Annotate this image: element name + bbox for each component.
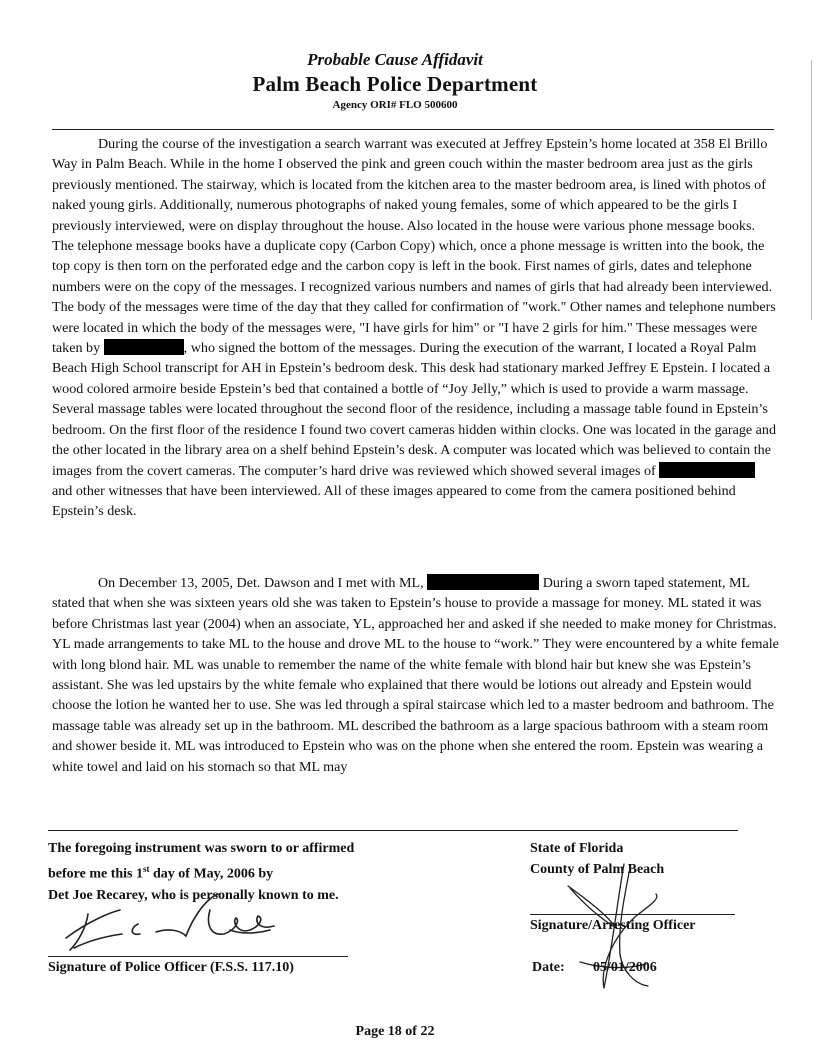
paragraph-interview-ml: [52, 573, 779, 777]
para2-text-b: During a sworn taped statement, ML stated that when she was sixteen years old she was taken to Epstein’s house to provide a massage for money. ML stated it was before Christmas last year (2004) when an associate, YL, approached her and asked if she needed to make money for Christmas. YL made arrangements to take ML to the house and drove ML to the house to “work.” They were encountered by a white female with long blond hair. ML was unable to remember the name of the white female with blond hair but knew she was Epstein’s assistant. She was led upstairs by the white female who explained that there would be lotions out already and Epstein would choose the lotion he wanted her to use. She was led through a spiral staircase which led to a master bedroom and bathroom. The massage table was already set up in the bathroom. ML described the bathroom as a large spacious bathroom with a steam room and shower beside it. ML was introduced to Epstein who was on the phone when she entered the room. Epstein was wearing a white towel and laid on his stomach so that ML may: [52, 575, 779, 775]
police-signature-label: Signature of Police Officer (F.S.S. 117.10): [48, 960, 294, 975]
para1-text-b: , who signed the bottom of the messages. During the execution of the warrant, I located a Royal Palm Beach High School transcript for AH in Epstein’s bedroom desk. This desk had stationary marked Jeffrey E Epstein. I located a wood colored armoire beside Epstein’s bed that contained a bottle of “Joy Jelly,” which is used to provide a warm massage. Several massage tables were located throughout the second floor of the residence, including a massage table found in Epstein’s bedroom. On the first floor of the residence I found two covert cameras hidden within clocks. One was located in the garage and the other located in the library area on a shelf behind Epstein’s desk. A computer was located which was believed to contain the images from the covert cameras. The computer’s hard drive was reviewed which showed several images of: [52, 340, 777, 479]
agency-ori: Agency ORI# FLO 500600: [332, 99, 458, 111]
redaction-box: [659, 462, 755, 478]
paragraph-search-warrant: [52, 134, 779, 522]
officer-signature-line: [530, 914, 735, 915]
jurat-line-3: Det Joe Recarey, who is personally known to me.: [48, 887, 339, 903]
para2-text-a: On December 13, 2005, Det. Dawson and I met with ML,: [98, 575, 428, 591]
police-signature-line: [48, 956, 348, 957]
date-value: 05/01/2006: [593, 960, 657, 975]
venue-county: County of Palm Beach: [530, 862, 665, 877]
page-number: Page 18 of 22: [355, 1024, 435, 1039]
scan-edge-line: [811, 60, 812, 320]
jurat-divider: [48, 830, 738, 831]
para1-text-c: and other witnesses that have been interviewed. All of these images appeared to come from the camera positioned behind Epstein’s desk.: [52, 482, 736, 520]
para1-text-a: During the course of the investigation a search warrant was executed at Jeffrey Epstein’s home located at 358 El Brillo Way in Palm Beach. While in the home I observed the pink and green couch within the master bedroom area just as the girls previously mentioned. The stairway, which is located from the kitchen area to the master bedroom area, is lined with photos of naked young girls. Additionally, numerous photographs of naked young females, some of which appeared to be the girls I previously interviewed, were on display throughout the house. Also located in the house were various phone message books. The telephone message books have a duplicate copy (Carbon Copy) which, once a phone message is written into the book, the top copy is then torn on the perforated edge and the carbon copy is left in the book. First names of girls, dates and telephone numbers were on the copy of the messages. I recognized various numbers and names of girls that had already been interviewed. The body of the messages were time of the day that they called for confirmation of "work." Other names and telephone numbers were located in which the body of the messages were, "I have girls for him" or "I have 2 girls for him." These messages were taken by: [52, 136, 776, 357]
redaction-box: [427, 574, 539, 590]
venue-state: State of Florida: [530, 841, 624, 856]
header-divider: [52, 129, 774, 130]
jurat-line-2: before me this 1st day of May, 2006 by: [48, 864, 274, 882]
date-label: Date:: [532, 960, 565, 975]
department-title: Palm Beach Police Department: [252, 72, 538, 96]
police-officer-signature: [60, 890, 290, 960]
jurat-line-1: The foregoing instrument was sworn to or affirmed: [48, 841, 355, 856]
officer-signature-label: Signature/Arresting Officer: [530, 918, 696, 933]
document-type-title: Probable Cause Affidavit: [307, 50, 483, 69]
redaction-box: [104, 339, 184, 355]
